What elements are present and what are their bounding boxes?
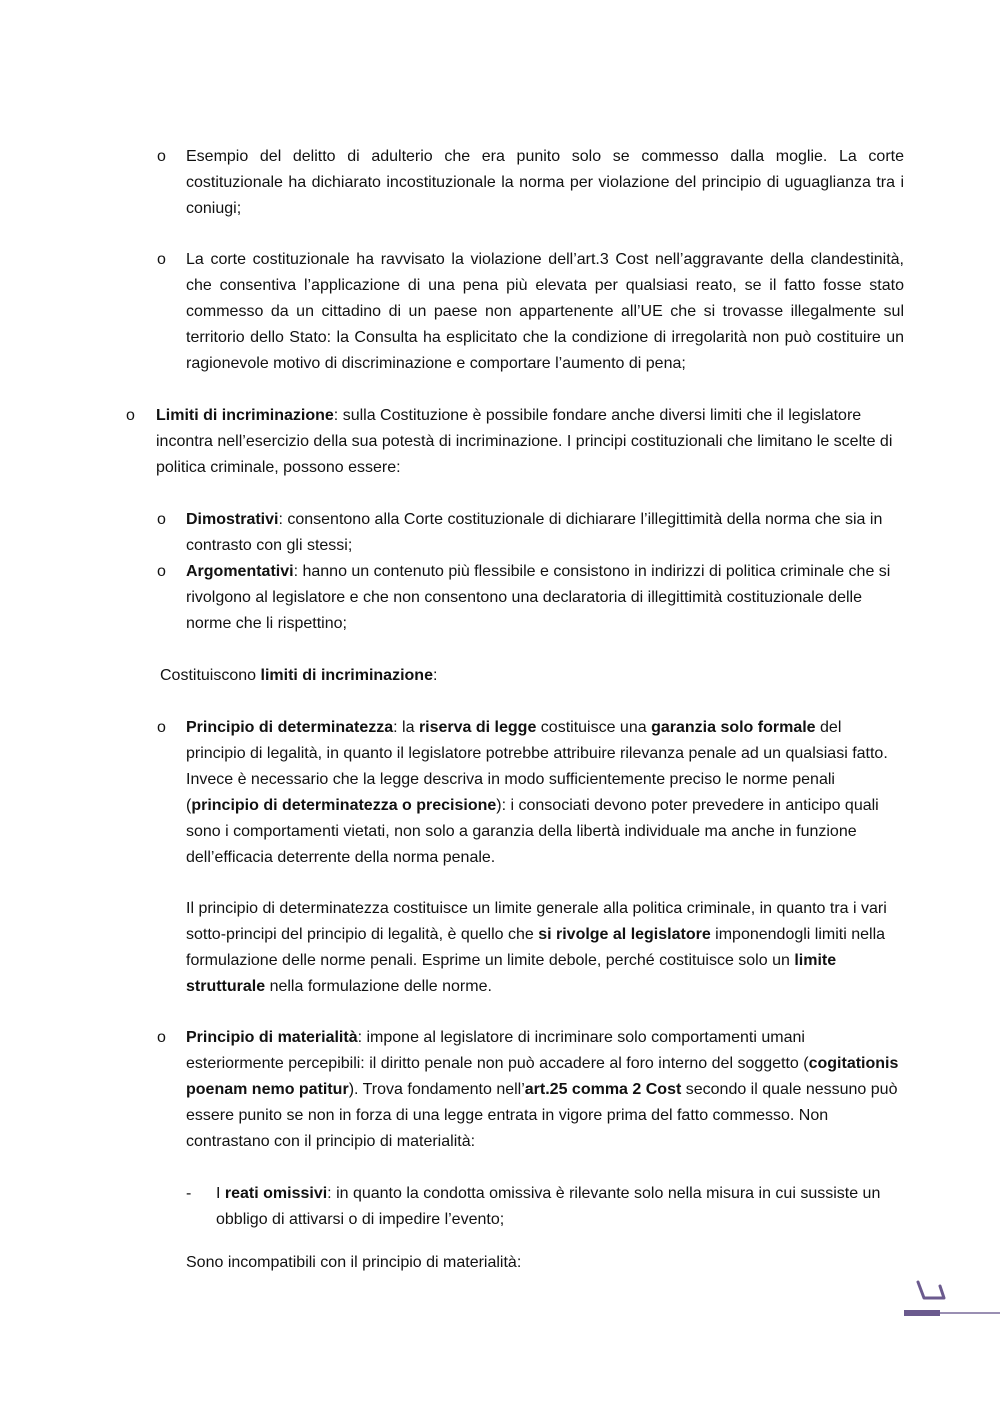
page-mark-accent-bar — [904, 1310, 940, 1316]
list-bullet: o — [157, 719, 166, 736]
determinatezza-t4: ): i consociati devono poter prevedere in anticipo quali sono i comportamenti vietati, non solo a garanzia della libertà individuale ma anche in funzione dell’efficacia deterrente della norma penale. — [186, 797, 879, 866]
costituiscono-post: : — [432, 667, 438, 684]
dimostrativi-text: : consentono alla Corte costituzionale di dichiarare l’illegittimità della norma che sia in contrasto con gli stessi; — [186, 511, 883, 554]
determinatezza-t2: costituisce una — [536, 719, 652, 736]
term-materialita: Principio di materialità — [186, 1029, 358, 1046]
list-bullet: o — [126, 407, 135, 424]
page-mark-logo — [904, 1278, 1000, 1322]
list-bullet: o — [157, 563, 166, 580]
materialita-t1: : impone al legislatore di incriminare solo comportamenti umani esteriormente percepibili: il diritto penale non può accadere al foro interno del soggetto ( — [186, 1029, 809, 1072]
incompatibili-line: Sono incompatibili con il principio di materialità: — [186, 1254, 522, 1271]
item-determinatezza — [186, 715, 904, 871]
det2-t1: Il principio di determinatezza costituisce un limite generale alla politica criminale, in quanto tra i vari sotto-principi del principio di legalità, è quello che — [186, 900, 887, 943]
item-limiti-incriminazione — [156, 403, 904, 481]
item-reati-omissivi — [216, 1181, 904, 1233]
determinatezza-t3: del principio di legalità, in quanto il legislatore potrebbe attribuire rilevanza penale ad un qualsiasi fatto. Invece è necessario che la legge descriva in modo sufficientemente preciso le norme penali ( — [186, 719, 888, 814]
list-bullet: o — [157, 251, 166, 268]
term-art25: art.25 comma 2 Cost — [524, 1081, 682, 1098]
term-si-rivolge: si rivolge al legislatore — [538, 926, 711, 943]
costituiscono-pre: Costituiscono — [160, 667, 261, 684]
term-argomentativi: Argomentativi — [186, 563, 294, 580]
item-argomentativi — [186, 559, 904, 637]
costituiscono-heading — [160, 663, 904, 689]
list-bullet: o — [157, 511, 166, 528]
term-garanzia-formale: garanzia solo formale — [651, 719, 816, 736]
term-limiti-incriminazione: limiti di incriminazione — [260, 667, 433, 684]
limiti-text: : sulla Costituzione è possibile fondare anche diversi limiti che il legislatore incontra nell’esercizio della sua potestà di incriminazione. I principi costituzionali che limitano le scelte di politica criminale, possono essere: — [156, 407, 893, 476]
term-dimostrativi: Dimostrativi — [186, 511, 279, 528]
term-determinatezza-precisione: principio di determinatezza o precisione — [191, 797, 497, 814]
term-limiti: Limiti di incriminazione — [156, 407, 334, 424]
det2-t3: nella formulazione delle norme. — [265, 978, 492, 995]
list-bullet: o — [157, 148, 166, 165]
item-adulterio: Esempio del delitto di adulterio che era punito solo se commesso dalla moglie. La corte costituzionale ha dichiarato incostituzionale la norma per violazione del principio di uguaglianza tra i coniugi; — [186, 148, 904, 217]
list-bullet: o — [157, 1029, 166, 1046]
term-determinatezza: Principio di determinatezza — [186, 719, 394, 736]
item-dimostrativi — [186, 507, 904, 559]
item-clandestinita: La corte costituzionale ha ravvisato la violazione dell’art.3 Cost nell’aggravante della clandestinità, che consentiva l’applicazione di una pena più elevata per qualsiasi reato, se il fatto fosse stato commesso da un cittadino di un paese non appartenente all’UE che si trovasse illegalmente sul territorio dello Stato: la Consulta ha esplicitato che la condizione di irregolarità non può costituire un ragionevole motivo di discriminazione e comportare l’aumento di pena; — [186, 251, 904, 372]
term-riserva-di-legge: riserva di legge — [418, 719, 537, 736]
det2-t2: imponendogli limiti nella formulazione delle norme penali. Esprime un limite debole, perché costituisce solo un — [186, 926, 886, 969]
omissivi-text: : in quanto la condotta omissiva è rilevante solo nella misura in cui sussiste un obbligo di attivarsi o di impedire l’evento; — [216, 1185, 881, 1228]
materialita-t3: secondo il quale nessuno può essere punito se non in forza di una legge entrata in vigore prima del fatto commesso. Non contrastano con il principio di materialità: — [186, 1081, 898, 1150]
omissivi-pre: I — [216, 1185, 225, 1202]
determinatezza-paragraph-2 — [186, 896, 904, 1000]
item-materialita — [186, 1025, 904, 1155]
determinatezza-t1: : la — [393, 719, 419, 736]
argomentativi-text: : hanno un contenuto più flessibile e consistono in indirizzi di politica criminale che si rivolgono al legislatore e che non consentono una declaratoria di illegittimità costituzionale delle norme che li rispettino; — [186, 563, 891, 632]
term-cogitationis: cogitationis poenam nemo patitur — [186, 1055, 899, 1098]
materialita-t2: ). Trova fondamento nell’ — [348, 1081, 525, 1098]
dash-bullet: - — [186, 1185, 192, 1202]
term-limite-strutturale: limite strutturale — [186, 952, 837, 995]
page-mark-glyph — [918, 1282, 944, 1298]
page-mark-rule — [940, 1312, 1000, 1314]
term-reati-omissivi: reati omissivi — [224, 1185, 328, 1202]
